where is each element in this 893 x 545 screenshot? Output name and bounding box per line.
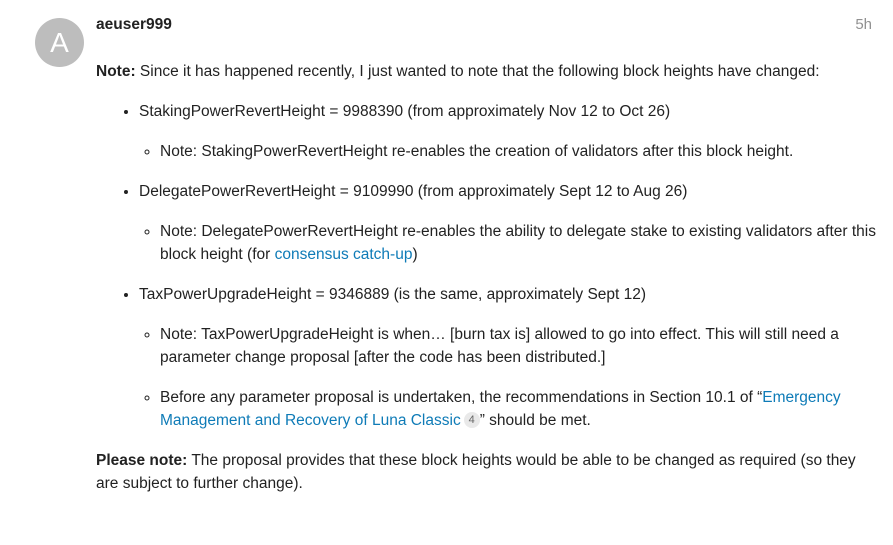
block-height-list [96,100,876,432]
delegate-note [160,220,876,266]
list-item-staking [139,100,876,163]
recommendation-note [160,386,876,432]
emergency-management-link[interactable]: Emergency Management and Recovery of Luna Classic [160,389,841,429]
staking-note-text: Note: StakingPowerRevertHeight re-enables the creation of validators after this block height. [160,143,794,160]
post-username[interactable]: aeuser999 [96,16,172,33]
closing-text: The proposal provides that these block heights would be able to be changed as required (so they are subject to further change). [96,452,856,492]
list-item-delegate [139,180,876,266]
staking-notes [139,140,876,163]
staking-note [160,140,876,163]
avatar[interactable]: A [35,18,84,67]
list-item-tax [139,283,876,432]
post-body [96,60,876,512]
staking-height-text: StakingPowerRevertHeight = 9988390 (from approximately Nov 12 to Oct 26) [139,103,671,120]
intro-text: Since it has happened recently, I just wanted to note that the following block heights have changed: [135,63,820,80]
consensus-catch-up-link[interactable]: consensus catch-up [274,246,413,263]
delegate-note-text: Note: DelegatePowerRevertHeight re-enables the ability to delegate stake to existing validators after this block height (for [160,223,876,263]
link-click-count-badge: 4 [464,412,480,428]
tax-note [160,323,876,369]
delegate-height-text: DelegatePowerRevertHeight = 9109990 (from approximately Sept 12 to Aug 26) [139,183,688,200]
tax-notes [139,323,876,432]
delegate-notes [139,220,876,266]
tax-note-text: Note: TaxPowerUpgradeHeight is when… [burn tax is] allowed to go into effect. This will still need a parameter change proposal [after the code has been distributed.] [160,326,839,366]
intro-label: Note: [96,63,136,80]
delegate-note-end: ) [412,246,418,263]
post-timestamp[interactable]: 5h [855,16,872,33]
recommendation-note-text: Before any parameter proposal is undertaken, the recommendations in Section 10.1 of “ [160,389,763,406]
recommendation-note-end: ” should be met. [479,412,591,429]
tax-height-text: TaxPowerUpgradeHeight = 9346889 (is the same, approximately Sept 12) [139,286,647,303]
closing-label: Please note: [96,452,188,469]
closing-paragraph [96,449,876,495]
intro-paragraph [96,60,876,83]
